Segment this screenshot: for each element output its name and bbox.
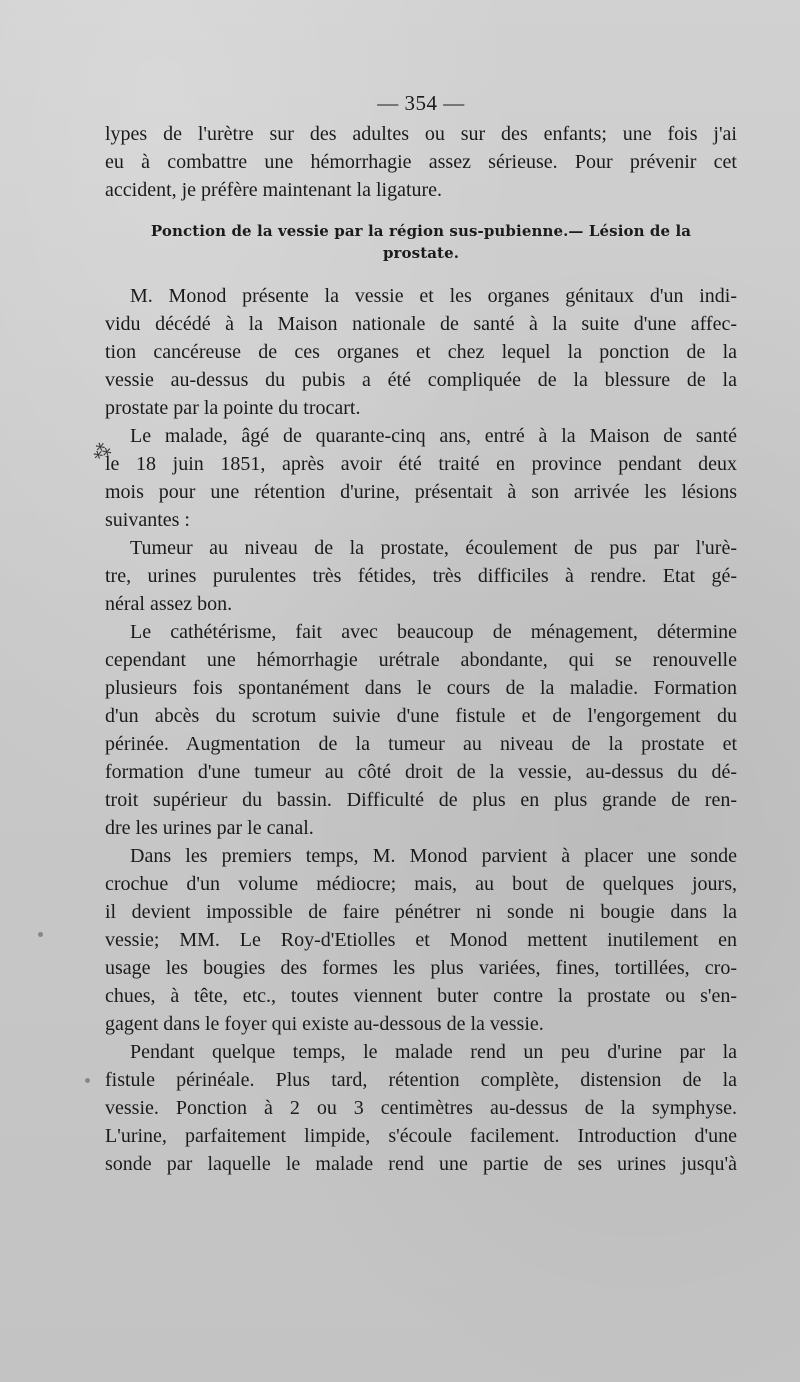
text-line: dre les urines par le canal. <box>105 817 314 839</box>
text-line: Le malade, âgé de quarante-cinq ans, entré à la Maison de santé <box>130 425 737 447</box>
text-line: eu à combattre une hémorrhagie assez sérieuse. Pour prévenir cet <box>105 151 737 173</box>
text-line: tion cancéreuse de ces organes et chez lequel la ponction de la <box>105 341 737 363</box>
text-line: vessie au-dessus du pubis a été compliquée de la blessure de la <box>105 369 737 391</box>
text-line: M. Monod présente la vessie et les organes génitaux d'un indi- <box>130 285 737 307</box>
paragraph <box>105 422 737 534</box>
text-line: fistule périnéale. Plus tard, rétention complète, distension de la <box>105 1069 737 1091</box>
text-line: périnée. Augmentation de la tumeur au niveau de la prostate et <box>105 733 737 755</box>
paragraph <box>105 618 737 842</box>
text-line: plusieurs fois spontanément dans le cours de la maladie. Formation <box>105 677 737 699</box>
text-line: cependant une hémorrhagie urétrale abondante, qui se renouvelle <box>105 649 737 671</box>
text-line: formation d'une tumeur au côté droit de la vessie, au-dessus du dé- <box>105 761 737 783</box>
text-line: vessie; MM. Le Roy-d'Etiolles et Monod mettent inutilement en <box>105 929 737 951</box>
text-line: usage les bougies des formes les plus variées, fines, tortillées, cro- <box>105 957 737 979</box>
text-line: mois pour une rétention d'urine, présentait à son arrivée les lésions <box>105 481 737 503</box>
text-line: crochue d'un volume médiocre; mais, au bout de quelques jours, <box>105 873 737 895</box>
ink-speck <box>85 1078 90 1083</box>
text-line: d'un abcès du scrotum suivie d'une fistule et de l'engorgement du <box>105 705 737 727</box>
text-line: sonde par laquelle le malade rend une partie de ses urines jusqu'à <box>105 1153 737 1175</box>
intro-paragraph <box>105 120 737 204</box>
text-line: néral assez bon. <box>105 593 233 615</box>
page-number: — 354 — <box>377 91 465 115</box>
paragraph <box>105 534 737 618</box>
text-line: il devient impossible de faire pénétrer ni sonde ni bougie dans la <box>105 901 737 923</box>
text-line: prostate par la pointe du trocart. <box>105 397 361 419</box>
text-line: chues, à tête, etc., toutes viennent buter contre la prostate ou s'en- <box>105 985 737 1007</box>
text-line: tre, urines purulentes très fétides, très difficiles à rendre. Etat gé- <box>105 565 737 587</box>
text-line: Le cathétérisme, fait avec beaucoup de ménagement, détermine <box>130 621 737 643</box>
text-line: Tumeur au niveau de la prostate, écoulement de pus par l'urè- <box>130 537 737 559</box>
section-heading-line-2: prostate. <box>382 244 460 262</box>
text-line: L'urine, parfaitement limpide, s'écoule facilement. Introduction d'une <box>105 1125 737 1147</box>
text-line: gagent dans le foyer qui existe au-dessous de la vessie. <box>105 1013 544 1035</box>
paragraph <box>105 1038 737 1178</box>
section-heading <box>105 220 737 264</box>
paragraph <box>105 282 737 422</box>
text-line: vessie. Ponction à 2 ou 3 centimètres au-dessus de la symphyse. <box>105 1097 737 1119</box>
text-line: Pendant quelque temps, le malade rend un peu d'urine par la <box>130 1041 737 1063</box>
text-line: suivantes : <box>105 509 190 531</box>
page-content <box>105 92 737 1178</box>
text-line: lypes de l'urètre sur des adultes ou sur des enfants; une fois j'ai <box>105 123 737 145</box>
text-line: troit supérieur du bassin. Difficulté de plus en plus grande de ren- <box>105 789 737 811</box>
margin-annotation-mark: ⁂ <box>90 438 114 465</box>
paragraph <box>105 842 737 1038</box>
text-line: accident, je préfère maintenant la ligature. <box>105 179 443 201</box>
section-heading-line-1: Ponction de la vessie par la région sus-pubienne.— Lésion de la <box>150 222 692 240</box>
text-line: vidu décédé à la Maison nationale de santé à la suite d'une affec- <box>105 313 737 335</box>
text-line: Dans les premiers temps, M. Monod parvient à placer une sonde <box>130 845 737 867</box>
ink-speck <box>38 932 43 937</box>
text-line: le 18 juin 1851, après avoir été traité en province pendant deux <box>105 453 737 475</box>
